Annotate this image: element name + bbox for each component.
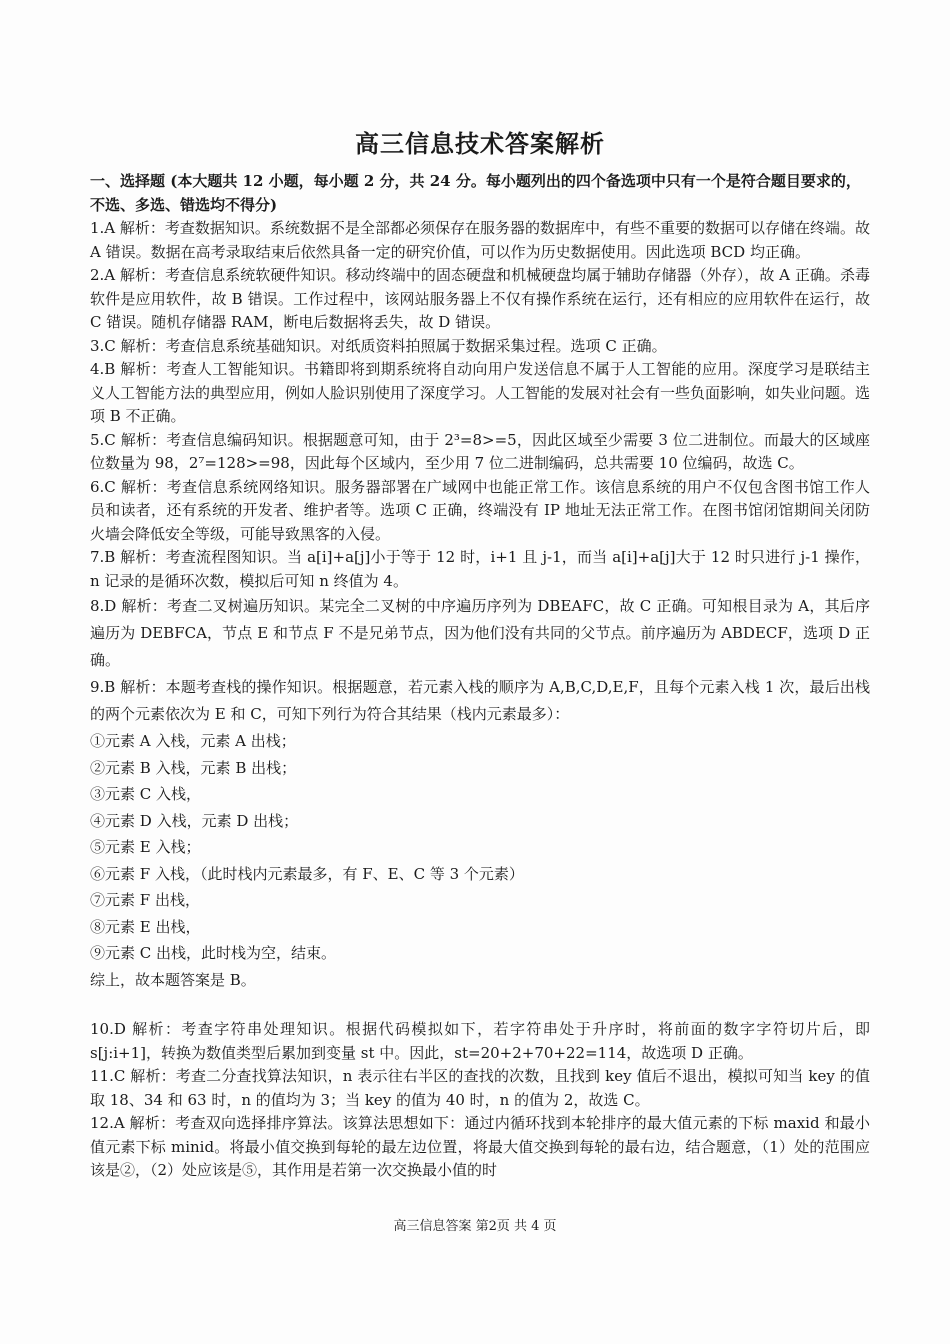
stack-step: ⑧元素 E 出栈，: [90, 917, 201, 936]
answer-8: 8.D 解析：考查二叉树遍历知识。某完全二叉树的中序遍历序列为 DBEAFC，故 C 正确。可知根目录为 A，其后序遍历为 DEBFCA，节点 E 和节点 F 不是兄弟节点，因为他们没有共同的父节点。前序遍历为 ABDECF，选项 D 正确。: [90, 597, 870, 669]
answer-2: 2.A 解析：考查信息系统软硬件知识。移动终端中的固态硬盘和机械硬盘均属于辅助存储器（外存），故 A 正确。杀毒软件是应用软件，故 B 错误。工作过程中，该网站服务器上不仅有操作系统在运行，还有相应的应用软件在运行，故 C 错误。随机存储器 RAM，断电后数据将丢失，故 D 错误。: [90, 266, 870, 331]
answer-12: 12.A 解析：考查双向选择排序算法。该算法思想如下：通过内循环找到本轮排序的最大值元素的下标 maxid 和最小值元素下标 minid。将最小值交换到每轮的最左边位置，将最大值交换到每轮的最右边，结合题意，（1）处的范围应该是②，（2）处应该是⑤，其作用是若第一次交换最小值的时: [90, 1114, 870, 1179]
answer-11: 11.C 解析：考查二分查找算法知识，n 表示往右半区的查找的次数，且找到 key 值后不退出，模拟可知当 key 的值取 18、34 和 63 时，n 的值均为 3；当 key 的值为 40 时，n 的值为 2，故选 C。: [90, 1067, 870, 1109]
page-content: [90, 124, 870, 1183]
answer-5: 5.C 解析：考查信息编码知识。根据题意可知，由于 2³=8>=5，因此区域至少需要 3 位二进制位。而最大的区域座位数量为 98，2⁷=128>=98，因此每个区域内，至少用 7 位二进制编码，总共需要 10 位编码，故选 C。: [90, 430, 870, 472]
section-heading: 一、选择题 (本大题共 12 小题，每小题 2 分，共 24 分。每小题列出的四个备选项中只有一个是符合题目要求的，不选、多选、错选均不得分): [90, 172, 861, 214]
answer-7: 7.B 解析：考查流程图知识。当 a[i]+a[j]小于等于 12 时，i+1 且 j-1，而当 a[i]+a[j]大于 12 时只进行 j-1 操作，n 记录的是循环次数，模拟后可知 n 终值为 4。: [90, 548, 870, 590]
answer-4: 4.B 解析：考查人工智能知识。书籍即将到期系统将自动向用户发送信息不属于人工智能的应用。深度学习是联结主义人工智能方法的典型应用，例如人脸识别使用了深度学习。人工智能的发展对社会有一些负面影响，如失业问题。选项 B 不正确。: [90, 360, 871, 425]
answer-6: 6.C 解析：考查信息系统网络知识。服务器部署在广域网中也能正常工作。该信息系统的用户不仅包含图书馆工作人员和读者，还有系统的开发者、维护者等。选项 C 正确，终端没有 IP 地址无法正常工作。在图书馆闭馆期间关闭防火墙会降低安全等级，可能导致黑客的入侵。: [90, 477, 870, 543]
answer-10: 10.D 解析：考查字符串处理知识。根据代码模拟如下，若字符串处于升序时，将前面的数字字符切片后，即 s[j:i+1]，转换为数值类型后累加到变量 st 中。因此，st=20+2+70+22=114，故选项 D 正确。: [90, 1020, 870, 1062]
stack-step: ⑦元素 F 出栈，: [90, 891, 200, 909]
stack-step: ⑤元素 E 入栈；: [90, 838, 201, 856]
conclusion: 综上，故本题答案是 B。: [90, 970, 256, 989]
stack-step: ⑥元素 F 入栈，（此时栈内元素最多，有 F、E、C 等 3 个元素）: [90, 864, 524, 883]
stack-step: ④元素 D 入栈，元素 D 出栈；: [90, 811, 299, 830]
page-footer: 高三信息答案 第2页 共 4 页: [393, 1219, 557, 1234]
stack-step: ②元素 B 入栈，元素 B 出栈；: [90, 758, 297, 777]
spacer: [90, 993, 870, 1018]
stack-step: ⑨元素 C 出栈，此时栈为空，结束。: [90, 944, 337, 962]
answer-9: 9.B 解析：本题考查栈的操作知识。根据题意，若元素入栈的顺序为 A,B,C,D,E,F，且每个元素入栈 1 次，最后出栈的两个元素依次为 E 和 C，可知下列行为符合其结果（栈内元素最多）：: [90, 678, 870, 723]
answer-1: 1.A 解析：考查数据知识。系统数据不是全部都必须保存在服务器的数据库中，有些不重要的数据可以存储在终端。故 A 错误。数据在高考录取结束后依然具备一定的研究价值，可以作为历史数据使用。因此选项 BCD 均正确。: [90, 219, 870, 261]
stack-step: ③元素 C 入栈，: [90, 785, 202, 803]
stack-step: ①元素 A 入栈，元素 A 出栈；: [90, 732, 296, 750]
page-title: 高三信息技术答案解析: [355, 129, 605, 158]
answer-3: 3.C 解析：考查信息系统基础知识。对纸质资料拍照属于数据采集过程。选项 C 正确。: [90, 336, 667, 355]
